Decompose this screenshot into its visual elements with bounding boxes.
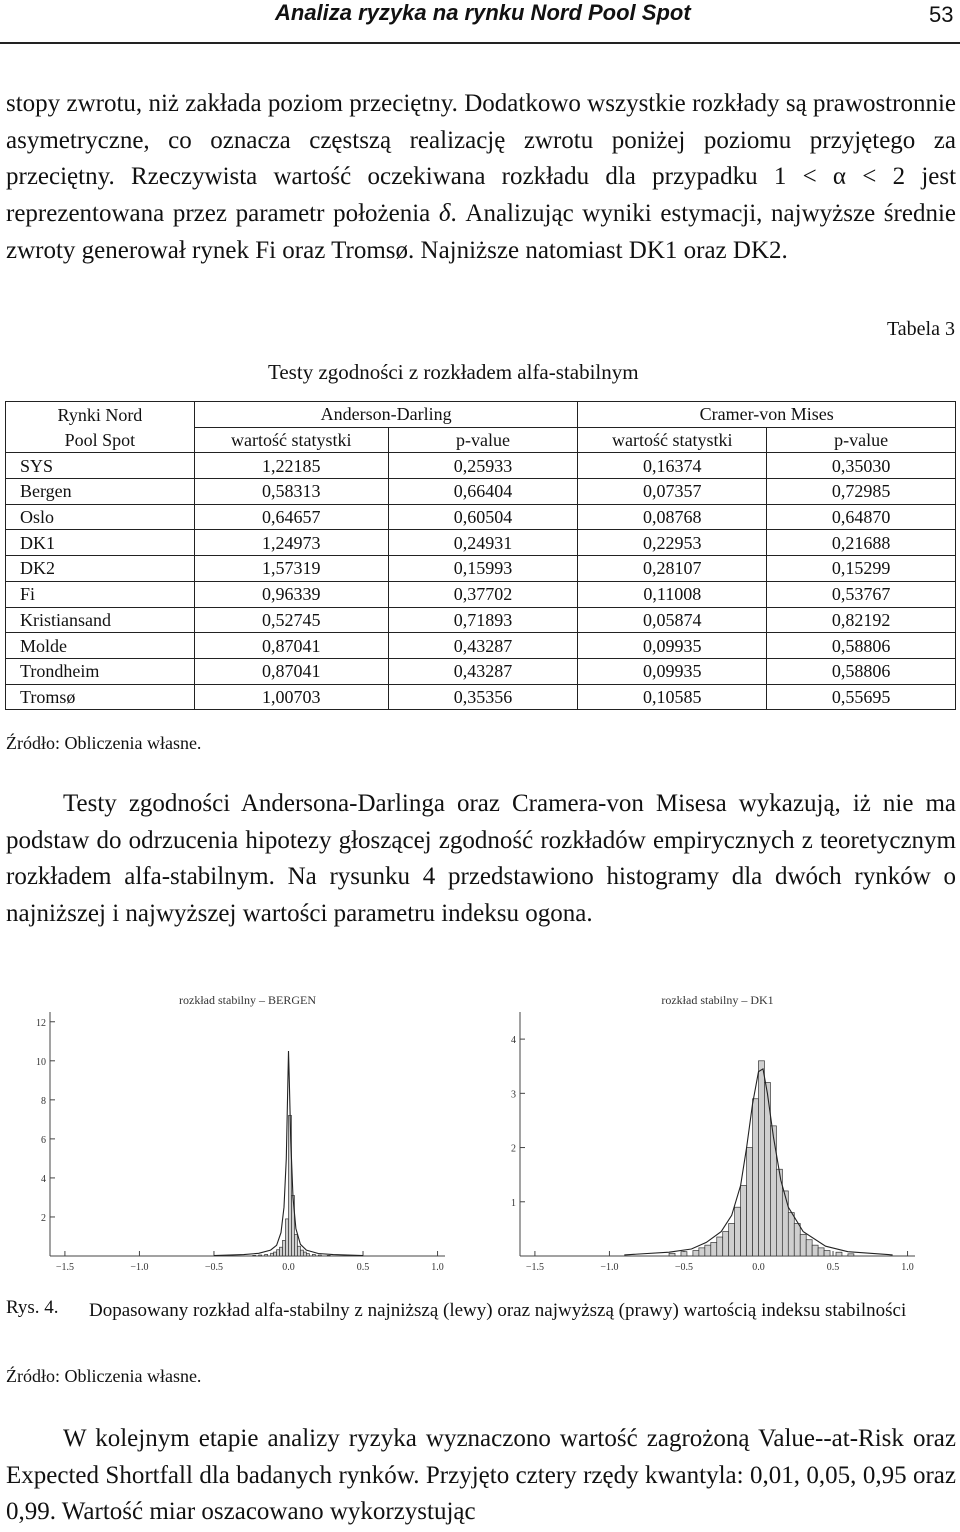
cell-cvm-stat: 0,28107 — [578, 556, 767, 582]
cell-cvm-p: 0,35030 — [767, 453, 956, 479]
subheader-cvm-p: p-value — [767, 427, 956, 453]
histogram-bar — [788, 1213, 794, 1256]
table-row — [6, 684, 956, 710]
cell-cvm-p: 0,58806 — [767, 658, 956, 684]
cell-ad-p: 0,71893 — [388, 607, 578, 633]
histogram-bar — [306, 1254, 309, 1256]
cell-market: Molde — [6, 633, 195, 659]
header-rule — [0, 42, 960, 44]
x-tick-label: 0.5 — [826, 1262, 840, 1273]
histogram-bar — [711, 1242, 717, 1256]
cell-ad-p: 0,37702 — [388, 581, 578, 607]
cell-ad-p: 0,25933 — [388, 453, 578, 479]
histogram-bar — [312, 1254, 315, 1256]
cell-cvm-p: 0,55695 — [767, 684, 956, 710]
histogram-bar — [265, 1254, 268, 1256]
y-tick-label: 2 — [511, 1143, 516, 1155]
cell-cvm-stat: 0,10585 — [578, 684, 767, 710]
x-tick-label: −1.0 — [130, 1262, 149, 1273]
histogram-bar — [280, 1247, 283, 1256]
x-tick-label: −1.5 — [525, 1262, 544, 1273]
histogram-bar — [741, 1186, 747, 1256]
x-tick-label: 0.0 — [282, 1262, 295, 1273]
table-row — [6, 479, 956, 505]
histogram-bar — [723, 1232, 729, 1256]
figure-source: Źródło: Obliczenia własne. — [6, 1366, 202, 1386]
cell-ad-stat: 0,58313 — [194, 479, 388, 505]
market-header-line2: Pool Spot — [6, 427, 195, 453]
table-row — [6, 633, 956, 659]
paragraph-2: Testy zgodności Andersona-Darlinga oraz Cramera-von Misesa wykazują, iż nie ma podstaw do odrzucenia hipotezy głoszącej zgodność rozkładów empirycznych z teoretycznym rozkładem alfa-stabilnym. Na rysunku 4 przedstawiono histogramy dla dwóch rynków o najniższej i najwyższej wartości parametru indeksu ogona. — [6, 790, 956, 928]
running-header — [0, 0, 960, 44]
histogram-bar — [327, 1255, 330, 1256]
histogram-bar — [824, 1251, 830, 1256]
cell-ad-p: 0,15993 — [388, 556, 578, 582]
y-tick-label: 2 — [41, 1212, 46, 1224]
histogram-bar — [717, 1237, 723, 1256]
histogram-bar — [303, 1252, 306, 1256]
cell-cvm-stat: 0,09935 — [578, 658, 767, 684]
subheader-ad-p: p-value — [388, 427, 578, 453]
histogram-bar — [812, 1245, 818, 1256]
cell-ad-stat: 0,87041 — [194, 658, 388, 684]
cell-ad-p: 0,43287 — [388, 633, 578, 659]
cell-ad-p: 0,60504 — [388, 504, 578, 530]
table-body — [6, 453, 956, 710]
cell-cvm-p: 0,58806 — [767, 633, 956, 659]
cell-cvm-stat: 0,16374 — [578, 453, 767, 479]
histogram-bar — [794, 1223, 800, 1256]
x-tick-label: 0.0 — [752, 1262, 765, 1273]
cell-market: Oslo — [6, 504, 195, 530]
cell-market: DK1 — [6, 530, 195, 556]
cell-market: SYS — [6, 453, 195, 479]
cell-market: DK2 — [6, 556, 195, 582]
delta-symbol: δ — [438, 200, 451, 228]
cell-ad-p: 0,35356 — [388, 684, 578, 710]
table-title: Testy zgodności z rozkładem alfa-stabilnym — [268, 360, 639, 384]
chart-title: rozkład stabilny – DK1 — [661, 993, 774, 1007]
alpha-inequality: 1 < α < 2 — [773, 163, 906, 191]
histogram-bar — [753, 1099, 759, 1256]
page-number: 53 — [929, 2, 954, 27]
histogram-bar — [836, 1252, 842, 1256]
table-row — [6, 530, 956, 556]
cell-cvm-stat: 0,08768 — [578, 504, 767, 530]
histogram-dk1 — [490, 990, 930, 1280]
paragraph-1-part3: . Analizując wyniki estymacji, najwyższe średnie zwroty generował rynek Fi oraz Tromsø. Najniższe natomiast DK1 oraz DK2. — [6, 200, 956, 264]
histogram-bar — [259, 1255, 262, 1256]
y-tick-label: 4 — [511, 1035, 516, 1047]
histogram-bar — [818, 1248, 824, 1256]
cell-cvm-stat: 0,11008 — [578, 581, 767, 607]
histogram-bar — [253, 1255, 256, 1256]
cell-cvm-stat: 0,22953 — [578, 530, 767, 556]
market-header-line1: Rynki Nord — [6, 402, 195, 428]
cell-ad-stat: 0,87041 — [194, 633, 388, 659]
histogram-bar — [806, 1240, 812, 1256]
cell-market: Trondheim — [6, 658, 195, 684]
cell-ad-stat: 0,96339 — [194, 581, 388, 607]
cell-market: Tromsø — [6, 684, 195, 710]
table-label: Tabela 3 — [886, 318, 955, 340]
cell-market: Bergen — [6, 479, 195, 505]
histogram-bar — [300, 1250, 303, 1256]
cell-cvm-p: 0,72985 — [767, 479, 956, 505]
y-tick-label: 3 — [511, 1089, 516, 1101]
y-tick-label: 6 — [41, 1134, 46, 1146]
paragraph-3: W kolejnym etapie analizy ryzyka wyznaczono wartość zagrożoną Value--at-Risk oraz Expected Shortfall dla badanych rynków. Przyjęto cztery rzędy kwantyla: 0,01, 0,05, 0,95 oraz 0,99. Wartość miar oszacowano wykorzystując — [6, 1425, 956, 1526]
histogram-bar — [669, 1253, 675, 1256]
paragraph-1-part2: jest reprezentowana przez parametr położenia — [6, 163, 957, 228]
group-cramer-von-mises: Cramer-von Mises — [578, 402, 956, 428]
histogram-bar — [782, 1191, 788, 1256]
cell-market: Kristiansand — [6, 607, 195, 633]
subheader-ad-stat: wartość statystki — [194, 427, 388, 453]
cell-ad-stat: 1,24973 — [194, 530, 388, 556]
histogram-bar — [729, 1223, 735, 1256]
cell-cvm-p: 0,21688 — [767, 530, 956, 556]
cell-ad-stat: 0,64657 — [194, 504, 388, 530]
x-tick-label: 1.0 — [431, 1262, 444, 1273]
histogram-bergen — [20, 990, 460, 1280]
table-row — [6, 607, 956, 633]
histogram-bar — [693, 1251, 699, 1256]
figure-caption: Dopasowany rozkład alfa-stabilny z najniższą (lewy) oraz najwyższą (prawy) wartością indeksu stabilności — [89, 1300, 907, 1321]
histogram-bar — [758, 1061, 764, 1256]
cell-ad-stat: 1,22185 — [194, 453, 388, 479]
histogram-bar — [770, 1126, 776, 1256]
cell-market: Fi — [6, 581, 195, 607]
table-row — [6, 556, 956, 582]
table-row — [6, 504, 956, 530]
histogram-bar — [277, 1250, 280, 1256]
running-title: Analiza ryzyka na rynku Nord Pool Spot — [275, 0, 691, 25]
cell-ad-stat: 0,52745 — [194, 607, 388, 633]
cell-cvm-p: 0,82192 — [767, 607, 956, 633]
cell-ad-p: 0,24931 — [388, 530, 578, 556]
cell-ad-stat: 1,57319 — [194, 556, 388, 582]
histogram-bar — [286, 1219, 289, 1256]
group-anderson-darling: Anderson-Darling — [194, 402, 578, 428]
subheader-cvm-stat: wartość statystki — [578, 427, 767, 453]
cell-cvm-p: 0,53767 — [767, 581, 956, 607]
table-source: Źródło: Obliczenia własne. — [6, 733, 202, 753]
y-tick-label: 10 — [36, 1056, 46, 1068]
chart-title: rozkład stabilny – BERGEN — [179, 993, 316, 1007]
paragraph-1 — [6, 86, 956, 270]
histogram-bar — [747, 1148, 753, 1256]
histogram-bar — [848, 1254, 854, 1256]
x-tick-label: 0.5 — [356, 1262, 370, 1273]
x-tick-label: −1.0 — [600, 1262, 619, 1273]
figure-label: Rys. 4. — [6, 1297, 59, 1318]
table-row — [6, 658, 956, 684]
y-tick-label: 12 — [36, 1017, 46, 1029]
histogram-bar — [800, 1234, 806, 1256]
histogram-bar — [699, 1248, 705, 1256]
goodness-of-fit-table — [5, 401, 956, 710]
histogram-bar — [318, 1255, 321, 1256]
cell-cvm-stat: 0,09935 — [578, 633, 767, 659]
cell-cvm-p: 0,15299 — [767, 556, 956, 582]
histogram-bar — [271, 1253, 274, 1256]
x-tick-label: −0.5 — [204, 1262, 224, 1273]
cell-ad-stat: 1,00703 — [194, 684, 388, 710]
paragraph-1-part1: stopy zwrotu, niż zakłada poziom przeciętny. Dodatkowo wszystkie rozkłady są prawostronnie asymetryczne, co oznacza częstszą realizację zwrotu poniżej poziomu przyjętego za przeciętny. Rzeczywista wartość oczekiwana rozkładu dla przypadku — [6, 90, 956, 191]
histogram-bar — [297, 1246, 300, 1256]
table-row — [6, 453, 956, 479]
x-tick-label: 1.0 — [901, 1262, 914, 1273]
histogram-bar — [274, 1252, 277, 1256]
y-tick-label: 1 — [511, 1197, 516, 1209]
histogram-bar — [294, 1235, 297, 1256]
cell-cvm-p: 0,64870 — [767, 504, 956, 530]
cell-cvm-stat: 0,05874 — [578, 607, 767, 633]
cell-ad-p: 0,66404 — [388, 479, 578, 505]
x-tick-label: −1.5 — [55, 1262, 74, 1273]
y-tick-label: 4 — [41, 1173, 46, 1185]
histogram-bar — [681, 1252, 687, 1256]
histogram-bar — [283, 1240, 286, 1256]
y-tick-label: 8 — [41, 1095, 46, 1107]
histogram-bar — [735, 1207, 741, 1256]
histogram-bar — [705, 1245, 711, 1256]
cell-cvm-stat: 0,07357 — [578, 479, 767, 505]
table-row — [6, 581, 956, 607]
cell-ad-p: 0,43287 — [388, 658, 578, 684]
x-tick-label: −0.5 — [674, 1262, 694, 1273]
